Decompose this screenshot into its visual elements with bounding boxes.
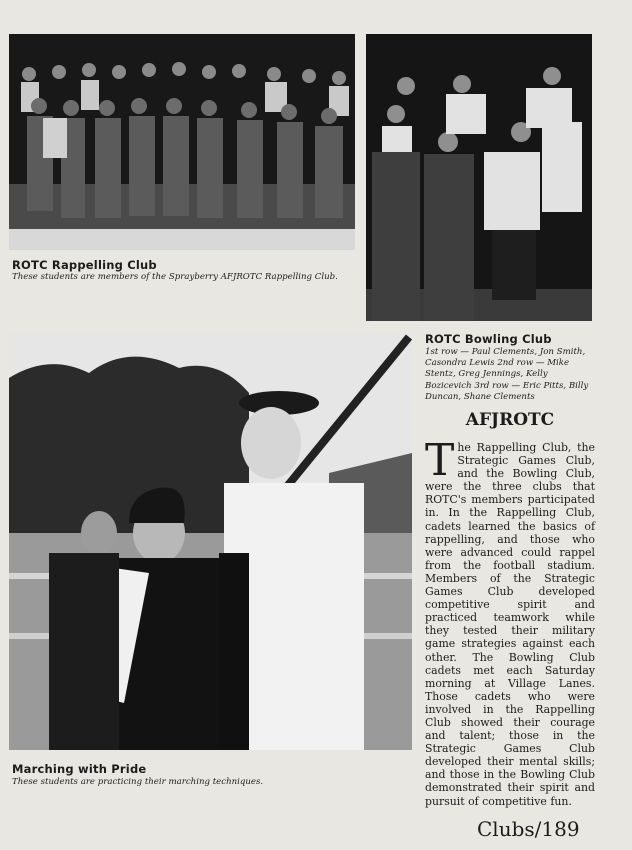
- article-body-text: he Rappelling Club, the Strategic Games Club, and the Bowling Club, were the three clubs that ROTC's members participated in. In the Rappelling Club, cadets learned the basics of rappelling, and those who were advanced could rappel from the football stadium. Members of the Strategic Games Club developed competitive spirit and practiced teamwork while they tested their military game strategies against each other. The Bowling Club cadets met each Saturday morning at Village Lanes. Those cadets who were involved in the Rappelling Club showed their courage and talent; those in the Strategic Games Club developed their mental skills; and those in the Bowling Club demonstrated their spirit and pursuit of competitive fun.: [425, 441, 595, 808]
- article-dropcap: T: [425, 435, 455, 486]
- marching-photo-icon: [9, 333, 412, 750]
- marching-photo: [9, 333, 412, 750]
- rappelling-caption-title: ROTC Rappelling Club: [12, 258, 157, 272]
- group-photo-icon: [366, 34, 592, 321]
- bowling-club-photo: [366, 34, 592, 321]
- rappelling-caption-text: These students are members of the Sprayberry AFJROTC Rappelling Club.: [12, 272, 338, 282]
- group-photo-icon: [9, 34, 355, 250]
- article-heading: AFJROTC: [465, 410, 555, 430]
- marching-caption-title: Marching with Pride: [12, 762, 147, 776]
- bowling-caption-text: 1st row — Paul Clements, Jon Smith, Casondra Lewis 2nd row — Mike Stentz, Greg Jennings, Kelly Bozicevich 3rd row — Eric Pitts, Billy Duncan, Shane Clements: [425, 347, 589, 402]
- article-body: [425, 435, 595, 808]
- bowling-caption-title: ROTC Bowling Club: [425, 332, 552, 346]
- page-folio: Clubs/189: [477, 817, 580, 841]
- marching-caption-text: These students are practicing their marching techniques.: [12, 777, 264, 787]
- rappelling-club-photo: [9, 34, 355, 250]
